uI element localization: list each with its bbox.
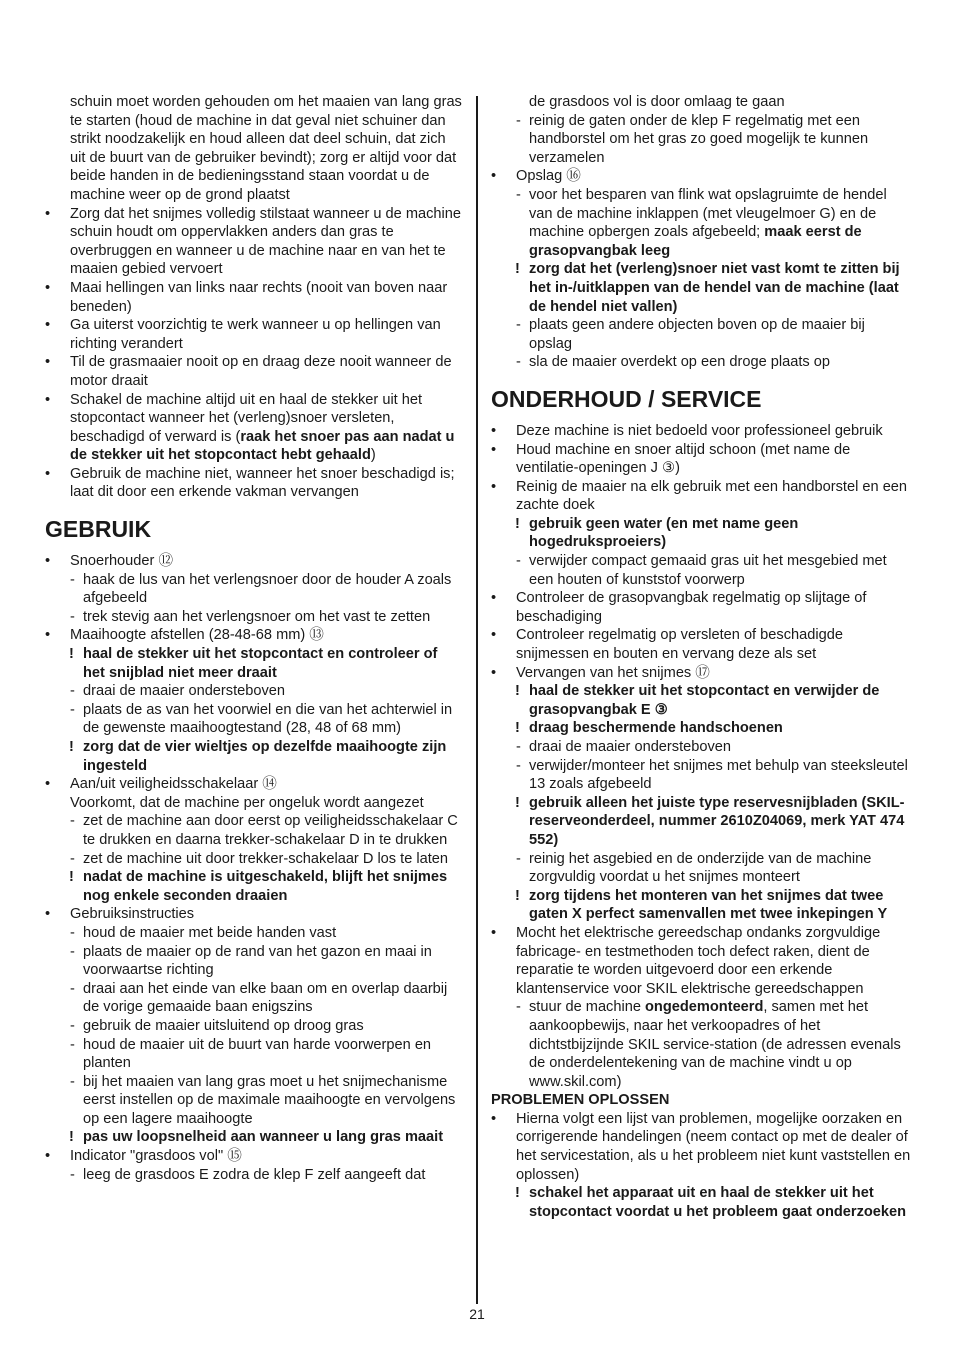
sub-item: - plaats geen andere objecten boven op de maaier bij opslag bbox=[516, 317, 865, 352]
warning-item: ! zorg tijdens het monteren van het snijmes dat twee gaten X perfect samenvallen met twee inkepingen Y bbox=[515, 887, 888, 923]
list-item: • Aan/uit veiligheidsschakelaar ⑭ bbox=[45, 776, 277, 793]
section-heading-gebruik: GEBRUIK bbox=[45, 516, 152, 543]
sub-item: - draai aan het einde van elke baan om en overlap daarbij de vorige gemaaide baan enigszins bbox=[70, 980, 448, 1016]
list-item: • Controleer regelmatig op versleten of beschadigde snijmessen en bouten en vervang deze als set bbox=[491, 627, 843, 663]
sub-item: - voor het besparen van flink wat opslagruimte de hendel van de machine inklappen (met vleugelmoer G) en de machine opbergen zoals afgebeeld; maak eerst de grasopvangbak leeg bbox=[516, 186, 887, 259]
sub-item: - bij het maaien van lang gras moet u het snijmechanisme eerst instellen op de maximale maaihoogte en vervolgens op een lagere maaihoogte bbox=[70, 1073, 456, 1127]
sub-item: - houd de maaier uit de buurt van harde voorwerpen en planten bbox=[70, 1036, 432, 1072]
list-item: • Vervangen van het snijmes ⑰ bbox=[491, 664, 710, 681]
page-number: 21 bbox=[469, 1306, 485, 1322]
warning-item: ! schakel het apparaat uit en haal de stekker uit het stopcontact voordat u het probleem gaat onderzoeken bbox=[515, 1185, 907, 1220]
list-item: • Opslag ⑯ bbox=[491, 168, 581, 185]
sub-item: - plaats de as van het voorwiel en die van het achterwiel in de gewenste maaihoogtestand (28, 48 of 68 mm) bbox=[70, 701, 453, 737]
sub-item: - leeg de grasdoos E zodra de klep F zelf aangeeft dat bbox=[70, 1166, 426, 1183]
subheading-problemen: PROBLEMEN OPLOSSEN bbox=[491, 1092, 670, 1109]
warning-item: ! pas uw loopsnelheid aan wanneer u lang gras maait bbox=[69, 1129, 444, 1146]
list-item: • Ga uiterst voorzichtig te werk wanneer u op hellingen van richting verandert bbox=[45, 317, 441, 352]
sub-item: - stuur de machine ongedemonteerd, samen met het aankoopbewijs, naar het verkoopadres of het dichtstbijzijnde SKIL service-station (de adressen evenals de onderdelentekening van de machine vindt u op www.skil.com) bbox=[516, 999, 901, 1090]
left-column bbox=[45, 93, 463, 1184]
sub-item: - plaats de maaier op de rand van het gazon en maai in voorwaartse richting bbox=[70, 943, 432, 979]
list-item: • Mocht het elektrische gereedschap ondanks zorgvuldige fabricage- en testmethoden toch defect raken, dient de reparatie te worden uitgevoerd door een erkende klantenservice voor SKIL elektrische gereedschappen bbox=[491, 924, 881, 997]
list-item: • Reinig de maaier na elk gebruik met een handborstel en een zachte doek bbox=[491, 478, 908, 514]
list-item: • Hierna volgt een lijst van problemen, mogelijke oorzaken en corrigerende handelingen (neem contact op met de dealer of het servicestation, als u het probleem niet kunt vaststellen en oplossen) bbox=[491, 1110, 911, 1183]
continued-text: schuin moet worden gehouden om het maaien van lang gras te starten (houd de machine in dat geval niet schuiner dan strikt noodzakelijk en houd alleen dat deel schuin, dat zich uit de buurt van de gebruiker bevindt); zorg er altijd voor dat beide handen in de bedieningsstand staan voordat u de machine weer op de grond plaatst bbox=[70, 94, 462, 203]
list-item: • Controleer de grasopvangbak regelmatig op slijtage of beschadiging bbox=[491, 590, 867, 625]
list-item: • Deze machine is niet bedoeld voor professioneel gebruik bbox=[491, 422, 883, 439]
list-item: • Schakel de machine altijd uit en haal de stekker uit het stopcontact wanneer het (verleng)snoer versleten, beschadigd of verward is (raak het snoer pas aan nadat u de stekker uit het stopcontact hebt gehaald) bbox=[45, 391, 455, 464]
sub-item: - reinig het asgebied en de onderzijde van de machine zorgvuldig voordat u het snijmes monteert bbox=[516, 850, 872, 886]
list-item: • Houd machine en snoer altijd schoon (met name de ventilatie-openingen J ③) bbox=[491, 441, 851, 477]
sub-item: - houd de maaier met beide handen vast bbox=[70, 924, 337, 941]
warning-item: ! gebruik alleen het juiste type reservesnijbladen (SKIL-reserveonderdeel, nummer 2610Z04069, merk YAT 474 552) bbox=[515, 794, 905, 848]
warning-item: ! zorg dat het (verleng)snoer niet vast komt te zitten bij het in-/uitklappen van de hendel van de machine (laat de hendel niet vallen) bbox=[515, 261, 900, 315]
list-item: • Til de grasmaaier nooit op en draag deze nooit wanneer de motor draait bbox=[45, 354, 452, 389]
list-item: • Snoerhouder ⑫ bbox=[45, 553, 174, 570]
section-heading-onderhoud: ONDERHOUD / SERVICE bbox=[491, 385, 762, 412]
warning-item: ! haal de stekker uit het stopcontact en verwijder de grasopvangbak E ③ bbox=[515, 683, 880, 718]
item-description: Voorkomt, dat de machine per ongeluk wordt aangezet bbox=[70, 794, 424, 811]
warning-item: ! zorg dat de vier wieltjes op dezelfde maaihoogte zijn ingesteld bbox=[69, 739, 447, 774]
continued-text: de grasdoos vol is door omlaag te gaan bbox=[529, 94, 785, 110]
sub-item: - draai de maaier ondersteboven bbox=[516, 739, 732, 755]
warning-item: ! gebruik geen water (en met name geen hogedruksproeiers) bbox=[515, 515, 799, 551]
sub-item: - zet de machine uit door trekker-schakelaar D los te laten bbox=[70, 850, 449, 867]
column-divider bbox=[476, 96, 478, 1304]
warning-item: ! nadat de machine is uitgeschakeld, blijft het snijmes nog enkele seconden draaien bbox=[69, 869, 448, 904]
sub-item: - trek stevig aan het verlengsnoer om het vast te zetten bbox=[70, 608, 431, 625]
list-item: • Zorg dat het snijmes volledig stilstaat wanneer u de machine schuin houdt om oppervlakken anders dan gras te overbruggen en wanneer u de machine naar en van het te maaien gebied vervoert bbox=[45, 205, 461, 278]
list-item: • Gebruik de machine niet, wanneer het snoer beschadigd is; laat dit door een erkende vakman vervangen bbox=[45, 465, 455, 501]
sub-item: - verwijder compact gemaaid gras uit het mesgebied met een houten of kunststof voorwerp bbox=[516, 553, 887, 588]
sub-item: - verwijder/monteer het snijmes met behulp van steeksleutel 13 zoals afgebeeld bbox=[516, 757, 908, 793]
list-item: • Gebruiksinstructies bbox=[45, 906, 195, 923]
sub-item: - zet de machine aan door eerst op veiligheidsschakelaar C te drukken en daarna trekker-schakelaar D in te drukken bbox=[70, 813, 458, 848]
list-item: • Maaihoogte afstellen (28-48-68 mm) ⑬ bbox=[45, 627, 324, 644]
sub-item: - sla de maaier overdekt op een droge plaats op bbox=[516, 354, 830, 371]
list-item: • Maai hellingen van links naar rechts (nooit van boven naar beneden) bbox=[45, 279, 448, 315]
warning-item: ! draag beschermende handschoenen bbox=[515, 720, 783, 737]
sub-item: - haak de lus van het verlengsnoer door de houder A zoals afgebeeld bbox=[70, 571, 452, 607]
warning-item: ! haal de stekker uit het stopcontact en controleer of het snijblad niet meer draait bbox=[69, 646, 438, 681]
right-column bbox=[491, 93, 911, 1221]
list-item: • Indicator "grasdoos vol" ⑮ bbox=[45, 1148, 242, 1165]
sub-item: - gebruik de maaier uitsluitend op droog gras bbox=[70, 1017, 364, 1034]
sub-item: - reinig de gaten onder de klep F regelmatig met een handborstel om het gras zo goed mogelijk te kunnen verzamelen bbox=[516, 112, 869, 166]
sub-item: - draai de maaier ondersteboven bbox=[70, 683, 286, 700]
